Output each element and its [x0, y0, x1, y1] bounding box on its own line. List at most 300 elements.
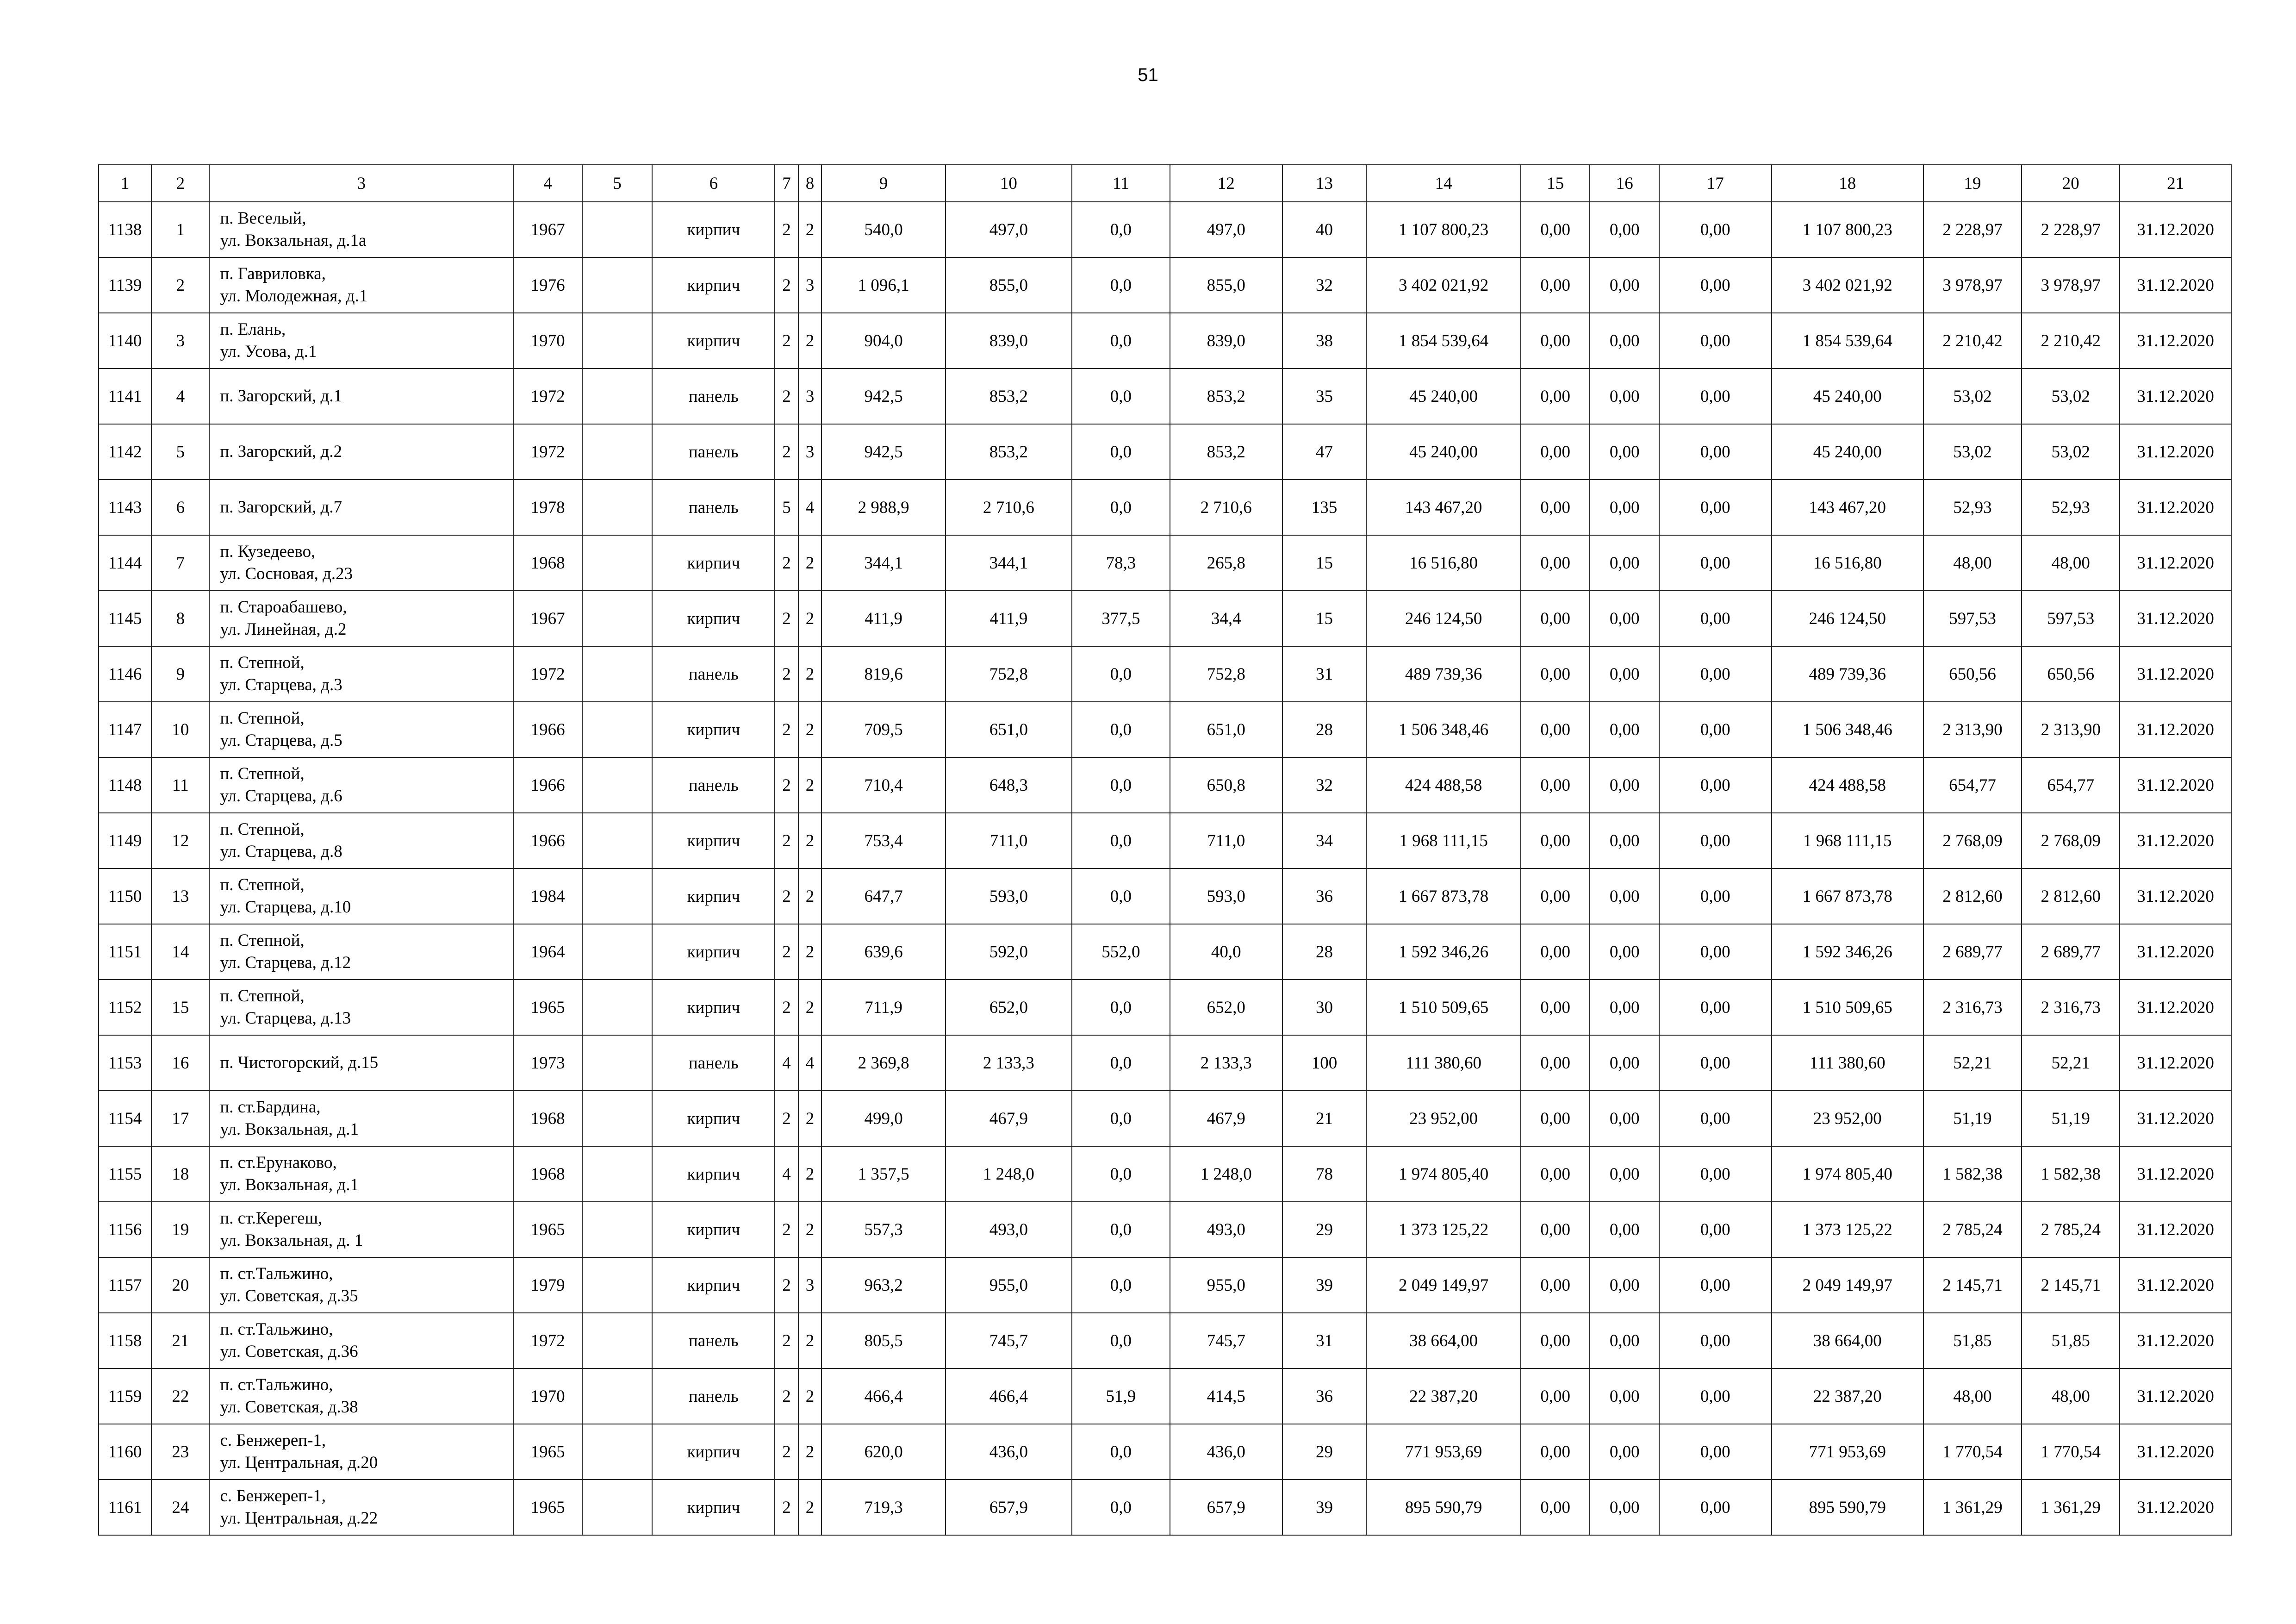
table-cell: 2 — [775, 924, 798, 980]
table-cell: 143 467,20 — [1366, 480, 1520, 535]
table-cell: 16 — [151, 1035, 209, 1091]
table-cell: 2 — [775, 1257, 798, 1313]
table-row — [99, 646, 2231, 702]
table-cell: 53,02 — [1923, 424, 2022, 480]
table-cell: 0,0 — [1072, 980, 1170, 1035]
column-number-header: 18 — [1772, 165, 1923, 202]
table-cell: 0,00 — [1659, 1091, 1772, 1146]
table-cell: 0,00 — [1590, 424, 1659, 480]
table-cell: 3 — [798, 257, 822, 313]
table-cell: 1968 — [513, 1091, 582, 1146]
table-cell: 0,00 — [1521, 1368, 1590, 1424]
table-cell: 0,00 — [1659, 257, 1772, 313]
table-cell: 15 — [1282, 591, 1367, 646]
table-cell: 466,4 — [821, 1368, 946, 1424]
table-cell: 53,02 — [1923, 369, 2022, 424]
table-cell — [582, 369, 653, 424]
table-cell: 904,0 — [821, 313, 946, 369]
table-cell: 2 — [151, 257, 209, 313]
table-cell: 855,0 — [946, 257, 1072, 313]
table-cell: 31.12.2020 — [2120, 202, 2231, 257]
table-cell: 2 — [798, 868, 822, 924]
table-cell: 2 — [798, 313, 822, 369]
table-cell — [582, 757, 653, 813]
table-cell: 466,4 — [946, 1368, 1072, 1424]
table-cell: 4 — [151, 369, 209, 424]
table-cell: 805,5 — [821, 1313, 946, 1368]
table-cell: 0,00 — [1659, 980, 1772, 1035]
table-cell: 654,77 — [1923, 757, 2022, 813]
table-cell: 0,00 — [1659, 591, 1772, 646]
table-cell: 0,00 — [1659, 1202, 1772, 1257]
table-row — [99, 535, 2231, 591]
table-cell: 1152 — [99, 980, 151, 1035]
table-cell: 0,0 — [1072, 313, 1170, 369]
table-cell: 1146 — [99, 646, 151, 702]
table-cell: 39 — [1282, 1480, 1367, 1535]
table-cell: 0,00 — [1659, 1035, 1772, 1091]
table-cell: 2 689,77 — [1923, 924, 2022, 980]
table-row — [99, 369, 2231, 424]
table-cell: 0,00 — [1590, 480, 1659, 535]
table-cell: 2 — [775, 535, 798, 591]
table-cell: кирпич — [652, 868, 775, 924]
table-row — [99, 1257, 2231, 1313]
table-cell: 0,00 — [1659, 1480, 1772, 1535]
column-number-header: 14 — [1366, 165, 1520, 202]
table-cell: 0,00 — [1521, 591, 1590, 646]
table-cell: панель — [652, 480, 775, 535]
table-cell: 1 974 805,40 — [1772, 1146, 1923, 1202]
table-cell: 1 248,0 — [1170, 1146, 1282, 1202]
table-cell: 3 — [798, 1257, 822, 1313]
table-cell: кирпич — [652, 257, 775, 313]
table-cell: 2 145,71 — [1923, 1257, 2022, 1313]
table-cell — [582, 591, 653, 646]
table-cell: 1 582,38 — [1923, 1146, 2022, 1202]
table-cell: 31.12.2020 — [2120, 646, 2231, 702]
table-cell: 111 380,60 — [1772, 1035, 1923, 1091]
table-cell: 31.12.2020 — [2120, 1202, 2231, 1257]
table-cell: 2 — [798, 702, 822, 757]
table-cell: 31.12.2020 — [2120, 1424, 2231, 1480]
table-cell: 31.12.2020 — [2120, 1146, 2231, 1202]
table-cell: 1160 — [99, 1424, 151, 1480]
table-cell: 1972 — [513, 369, 582, 424]
table-cell: 31.12.2020 — [2120, 868, 2231, 924]
table-cell: 711,0 — [946, 813, 1072, 868]
table-cell: 31.12.2020 — [2120, 757, 2231, 813]
table-cell: 2 — [775, 1480, 798, 1535]
table-cell: 1965 — [513, 1480, 582, 1535]
table-row — [99, 424, 2231, 480]
table-cell: 45 240,00 — [1366, 369, 1520, 424]
table-cell: 1972 — [513, 424, 582, 480]
table-cell: 45 240,00 — [1772, 424, 1923, 480]
table-cell: 745,7 — [1170, 1313, 1282, 1368]
table-cell: 963,2 — [821, 1257, 946, 1313]
table-row — [99, 480, 2231, 535]
table-cell: 0,00 — [1659, 702, 1772, 757]
table-cell: 10 — [151, 702, 209, 757]
table-cell: кирпич — [652, 1257, 775, 1313]
address-cell: п. ст.Тальжино, ул. Советская, д.36 — [209, 1313, 513, 1368]
table-cell: панель — [652, 369, 775, 424]
table-cell: 143 467,20 — [1772, 480, 1923, 535]
table-cell: кирпич — [652, 813, 775, 868]
table-cell: 38 — [1282, 313, 1367, 369]
table-cell: 1 854 539,64 — [1772, 313, 1923, 369]
table-cell: 1 582,38 — [2022, 1146, 2120, 1202]
table-cell: 38 664,00 — [1366, 1313, 1520, 1368]
table-cell: 29 — [1282, 1424, 1367, 1480]
table-cell: 53,02 — [2022, 424, 2120, 480]
table-cell: 424 488,58 — [1772, 757, 1923, 813]
column-number-header: 5 — [582, 165, 653, 202]
table-cell: 0,00 — [1590, 1257, 1659, 1313]
table-cell: 36 — [1282, 1368, 1367, 1424]
table-cell: 0,00 — [1521, 1202, 1590, 1257]
table-cell: 493,0 — [1170, 1202, 1282, 1257]
table-cell: 0,00 — [1590, 1480, 1659, 1535]
table-cell: 2 — [798, 1091, 822, 1146]
table-cell: 1 373 125,22 — [1772, 1202, 1923, 1257]
address-cell: п. Загорский, д.2 — [209, 424, 513, 480]
table-cell: 955,0 — [946, 1257, 1072, 1313]
address-cell: п. Чистогорский, д.15 — [209, 1035, 513, 1091]
page-number: 51 — [1138, 65, 1158, 85]
table-cell: 0,00 — [1659, 924, 1772, 980]
table-cell: 1972 — [513, 646, 582, 702]
table-cell: панель — [652, 424, 775, 480]
table-cell: 22 387,20 — [1366, 1368, 1520, 1424]
table-cell: 652,0 — [1170, 980, 1282, 1035]
table-cell: 111 380,60 — [1366, 1035, 1520, 1091]
table-cell: 648,3 — [946, 757, 1072, 813]
table-cell: 0,00 — [1521, 1313, 1590, 1368]
table-cell: 2 313,90 — [2022, 702, 2120, 757]
table-cell: 0,00 — [1521, 924, 1590, 980]
column-number-header: 16 — [1590, 165, 1659, 202]
table-cell: 1 506 348,46 — [1366, 702, 1520, 757]
table-cell: 21 — [151, 1313, 209, 1368]
table-cell: 1965 — [513, 980, 582, 1035]
table-cell: 1140 — [99, 313, 151, 369]
address-cell: п. Степной, ул. Старцева, д.12 — [209, 924, 513, 980]
table-cell: 1142 — [99, 424, 151, 480]
table-cell: 40 — [1282, 202, 1367, 257]
table-cell: 1 968 111,15 — [1772, 813, 1923, 868]
table-cell: 2 710,6 — [1170, 480, 1282, 535]
table-cell: 1965 — [513, 1202, 582, 1257]
table-cell: 2 210,42 — [2022, 313, 2120, 369]
table-cell: 1156 — [99, 1202, 151, 1257]
table-cell: 1150 — [99, 868, 151, 924]
table-cell: 51,85 — [1923, 1313, 2022, 1368]
data-table — [98, 164, 2232, 1536]
table-cell: 1 107 800,23 — [1772, 202, 1923, 257]
table-cell: 3 402 021,92 — [1772, 257, 1923, 313]
table-cell: 2 — [775, 757, 798, 813]
table-row — [99, 1202, 2231, 1257]
table-cell: 35 — [1282, 369, 1367, 424]
table-cell: 0,0 — [1072, 1480, 1170, 1535]
table-cell: 1968 — [513, 1146, 582, 1202]
table-cell: 719,3 — [821, 1480, 946, 1535]
table-cell: 1968 — [513, 535, 582, 591]
table-cell: 0,0 — [1072, 1091, 1170, 1146]
table-cell: 1 592 346,26 — [1366, 924, 1520, 980]
table-cell: 467,9 — [946, 1091, 1072, 1146]
table-cell — [582, 1035, 653, 1091]
table-cell: 0,00 — [1590, 980, 1659, 1035]
table-cell: 2 — [775, 1368, 798, 1424]
table-cell: 497,0 — [1170, 202, 1282, 257]
table-cell: 709,5 — [821, 702, 946, 757]
table-cell: 1144 — [99, 535, 151, 591]
column-number-header: 12 — [1170, 165, 1282, 202]
table-cell: 1 — [151, 202, 209, 257]
table-cell: 31.12.2020 — [2120, 313, 2231, 369]
table-cell: 467,9 — [1170, 1091, 1282, 1146]
table-cell — [582, 924, 653, 980]
table-cell: кирпич — [652, 1091, 775, 1146]
table-cell: 2 — [798, 591, 822, 646]
table-cell — [582, 480, 653, 535]
table-cell: 344,1 — [821, 535, 946, 591]
table-cell: 8 — [151, 591, 209, 646]
table-cell: кирпич — [652, 535, 775, 591]
table-cell: 1 592 346,26 — [1772, 924, 1923, 980]
table-cell: 31.12.2020 — [2120, 924, 2231, 980]
table-cell: 593,0 — [1170, 868, 1282, 924]
table-cell: 3 — [151, 313, 209, 369]
table-cell: 0,0 — [1072, 1424, 1170, 1480]
table-cell: 499,0 — [821, 1091, 946, 1146]
table-cell: 2 — [798, 1146, 822, 1202]
table-cell: 78,3 — [1072, 535, 1170, 591]
table-cell: 31.12.2020 — [2120, 369, 2231, 424]
column-number-header: 15 — [1521, 165, 1590, 202]
table-cell: 2 316,73 — [1923, 980, 2022, 1035]
table-cell: 7 — [151, 535, 209, 591]
table-cell: 31.12.2020 — [2120, 1257, 2231, 1313]
table-cell: 0,00 — [1521, 757, 1590, 813]
table-cell: 13 — [151, 868, 209, 924]
header-row — [99, 165, 2231, 202]
table-row — [99, 757, 2231, 813]
table-cell: 0,00 — [1521, 202, 1590, 257]
table-cell: 51,19 — [2022, 1091, 2120, 1146]
table-cell: 2 133,3 — [1170, 1035, 1282, 1091]
table-cell: 411,9 — [821, 591, 946, 646]
table-cell: 51,19 — [1923, 1091, 2022, 1146]
column-number-header: 2 — [151, 165, 209, 202]
address-cell: п. ст.Тальжино, ул. Советская, д.38 — [209, 1368, 513, 1424]
column-number-header: 7 — [775, 165, 798, 202]
table-cell: 1151 — [99, 924, 151, 980]
table-cell: 39 — [1282, 1257, 1367, 1313]
table-cell: 2 — [798, 646, 822, 702]
table-cell: 5 — [775, 480, 798, 535]
table-cell: 1 770,54 — [1923, 1424, 2022, 1480]
table-cell: 0,00 — [1590, 369, 1659, 424]
table-cell: 0,00 — [1659, 757, 1772, 813]
table-cell: 23 — [151, 1424, 209, 1480]
table-cell: 1 248,0 — [946, 1146, 1072, 1202]
address-cell: п. ст.Ерунаково, ул. Вокзальная, д.1 — [209, 1146, 513, 1202]
table-cell: 6 — [151, 480, 209, 535]
table-cell: 1984 — [513, 868, 582, 924]
table-cell: 19 — [151, 1202, 209, 1257]
table-cell: 1161 — [99, 1480, 151, 1535]
table-cell: 51,85 — [2022, 1313, 2120, 1368]
table-cell: 47 — [1282, 424, 1367, 480]
table-cell: 0,00 — [1521, 1091, 1590, 1146]
table-cell: 0,0 — [1072, 202, 1170, 257]
table-cell: 31.12.2020 — [2120, 813, 2231, 868]
address-cell: п. Староабашево, ул. Линейная, д.2 — [209, 591, 513, 646]
table-cell: 1 361,29 — [2022, 1480, 2120, 1535]
table-cell: 48,00 — [2022, 535, 2120, 591]
table-cell: 4 — [775, 1146, 798, 1202]
address-cell: п. Степной, ул. Старцева, д.3 — [209, 646, 513, 702]
table-cell — [582, 646, 653, 702]
table-cell: 23 952,00 — [1772, 1091, 1923, 1146]
table-cell — [582, 813, 653, 868]
address-cell: п. Степной, ул. Старцева, д.8 — [209, 813, 513, 868]
table-cell: кирпич — [652, 1480, 775, 1535]
table-cell: 22 387,20 — [1772, 1368, 1923, 1424]
table-cell: 2 785,24 — [1923, 1202, 2022, 1257]
table-cell: 2 049 149,97 — [1772, 1257, 1923, 1313]
table-cell: 1 667 873,78 — [1366, 868, 1520, 924]
table-cell: 0,00 — [1659, 202, 1772, 257]
table-cell: 30 — [1282, 980, 1367, 1035]
table-cell: 0,00 — [1590, 1313, 1659, 1368]
table-cell: 2 — [775, 202, 798, 257]
table-cell: 0,0 — [1072, 757, 1170, 813]
table-cell: 0,00 — [1521, 369, 1590, 424]
table-cell: 1970 — [513, 1368, 582, 1424]
table-cell: 1 361,29 — [1923, 1480, 2022, 1535]
table-cell: 2 — [775, 1202, 798, 1257]
table-cell: 31.12.2020 — [2120, 1313, 2231, 1368]
table-cell: 0,00 — [1659, 313, 1772, 369]
table-cell: 2 — [798, 980, 822, 1035]
table-cell: 0,00 — [1590, 1202, 1659, 1257]
table-cell: 2 — [775, 868, 798, 924]
table-cell: 0,00 — [1590, 202, 1659, 257]
column-number-header: 11 — [1072, 165, 1170, 202]
table-cell: 1148 — [99, 757, 151, 813]
table-cell: 20 — [151, 1257, 209, 1313]
address-cell: п. Степной, ул. Старцева, д.10 — [209, 868, 513, 924]
table-cell: 0,00 — [1659, 535, 1772, 591]
table-cell: 711,0 — [1170, 813, 1282, 868]
table-cell: 0,00 — [1659, 646, 1772, 702]
table-cell: 0,0 — [1072, 424, 1170, 480]
table-cell: 639,6 — [821, 924, 946, 980]
table-cell: 0,0 — [1072, 646, 1170, 702]
table-cell: 2 710,6 — [946, 480, 1072, 535]
table-cell: 752,8 — [946, 646, 1072, 702]
table-cell: 2 — [798, 813, 822, 868]
table-cell: 2 — [798, 924, 822, 980]
table-cell: 2 — [775, 369, 798, 424]
table-cell: 2 145,71 — [2022, 1257, 2120, 1313]
table-cell: кирпич — [652, 980, 775, 1035]
table-row — [99, 980, 2231, 1035]
table-row — [99, 924, 2231, 980]
table-cell: 17 — [151, 1091, 209, 1146]
column-number-header: 3 — [209, 165, 513, 202]
table-cell — [582, 1202, 653, 1257]
table-cell: 2 210,42 — [1923, 313, 2022, 369]
table-cell: 593,0 — [946, 868, 1072, 924]
table-cell: 0,00 — [1659, 369, 1772, 424]
table-cell: 489 739,36 — [1366, 646, 1520, 702]
address-cell: п. ст.Бардина, ул. Вокзальная, д.1 — [209, 1091, 513, 1146]
table-cell: 2 369,8 — [821, 1035, 946, 1091]
table-cell: 436,0 — [946, 1424, 1072, 1480]
column-number-header: 21 — [2120, 165, 2231, 202]
table-cell: 1153 — [99, 1035, 151, 1091]
table-row — [99, 1091, 2231, 1146]
table-cell — [582, 1368, 653, 1424]
table-cell: 1147 — [99, 702, 151, 757]
address-cell: п. ст.Керегеш, ул. Вокзальная, д. 1 — [209, 1202, 513, 1257]
table-cell — [582, 257, 653, 313]
table-cell: 1 974 805,40 — [1366, 1146, 1520, 1202]
table-cell: 2 — [775, 1091, 798, 1146]
table-cell: 0,0 — [1072, 1257, 1170, 1313]
table-cell: 0,00 — [1590, 257, 1659, 313]
table-cell: 16 516,80 — [1772, 535, 1923, 591]
table-cell: 2 812,60 — [1923, 868, 2022, 924]
table-cell: 0,00 — [1659, 1368, 1772, 1424]
table-cell: 3 978,97 — [2022, 257, 2120, 313]
table-cell: 40,0 — [1170, 924, 1282, 980]
table-cell: 652,0 — [946, 980, 1072, 1035]
address-cell: п. Степной, ул. Старцева, д.5 — [209, 702, 513, 757]
table-cell: 853,2 — [946, 424, 1072, 480]
table-cell: 651,0 — [946, 702, 1072, 757]
table-cell: 2 — [775, 257, 798, 313]
table-cell: 15 — [151, 980, 209, 1035]
table-cell: 650,8 — [1170, 757, 1282, 813]
table-cell: 34,4 — [1170, 591, 1282, 646]
table-cell: 3 402 021,92 — [1366, 257, 1520, 313]
address-cell: с. Бенжереп-1, ул. Центральная, д.20 — [209, 1424, 513, 1480]
address-cell: п. Веселый, ул. Вокзальная, д.1а — [209, 202, 513, 257]
table-cell: 1966 — [513, 702, 582, 757]
table-cell: 48,00 — [2022, 1368, 2120, 1424]
table-cell: 0,00 — [1521, 1424, 1590, 1480]
table-cell: 2 — [775, 813, 798, 868]
table-cell: 1145 — [99, 591, 151, 646]
table-cell: кирпич — [652, 202, 775, 257]
table-cell: 2 — [775, 702, 798, 757]
column-number-header: 13 — [1282, 165, 1367, 202]
table-cell: 1 357,5 — [821, 1146, 946, 1202]
table-cell: 853,2 — [1170, 424, 1282, 480]
table-cell: 0,00 — [1521, 313, 1590, 369]
table-cell — [582, 202, 653, 257]
table-cell: 0,00 — [1521, 257, 1590, 313]
table-cell — [582, 1146, 653, 1202]
table-cell: 1138 — [99, 202, 151, 257]
